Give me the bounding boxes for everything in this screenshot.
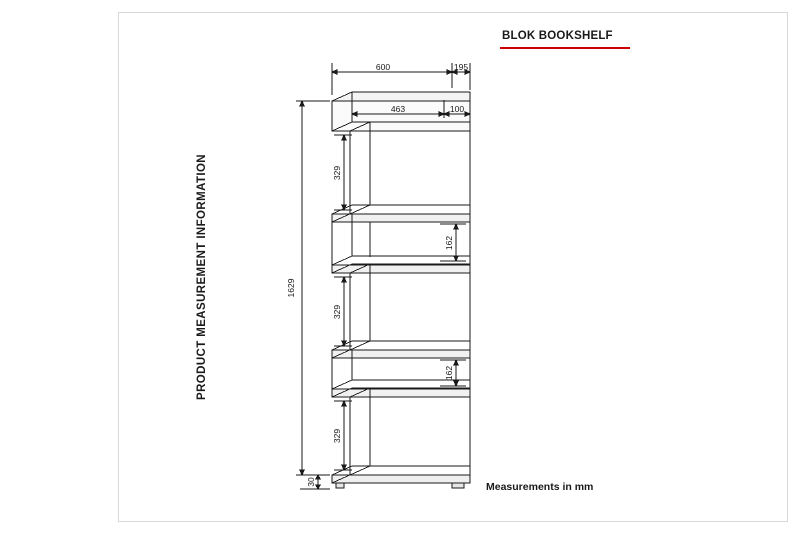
page-title: BLOK BOOKSHELF — [502, 30, 613, 42]
dim-depth: 195 — [453, 62, 469, 72]
dim-shelf-inner-width: 463 — [390, 104, 406, 114]
dim-width-total: 600 — [375, 62, 391, 72]
dim-bay-short-2: 162 — [444, 365, 454, 381]
dim-bay-short-1: 162 — [444, 235, 454, 251]
dim-bay-tall-1: 329 — [332, 165, 342, 181]
dim-top-panel: 100 — [449, 104, 465, 114]
dim-height-total: 1629 — [286, 278, 296, 298]
side-label: PRODUCT MEASUREMENT INFORMATION — [196, 153, 208, 400]
dim-bay-tall-2: 329 — [332, 304, 342, 320]
units-note: Measurements in mm — [486, 481, 594, 493]
dim-bay-tall-3: 329 — [332, 428, 342, 444]
dim-foot-height: 30 — [306, 477, 316, 487]
